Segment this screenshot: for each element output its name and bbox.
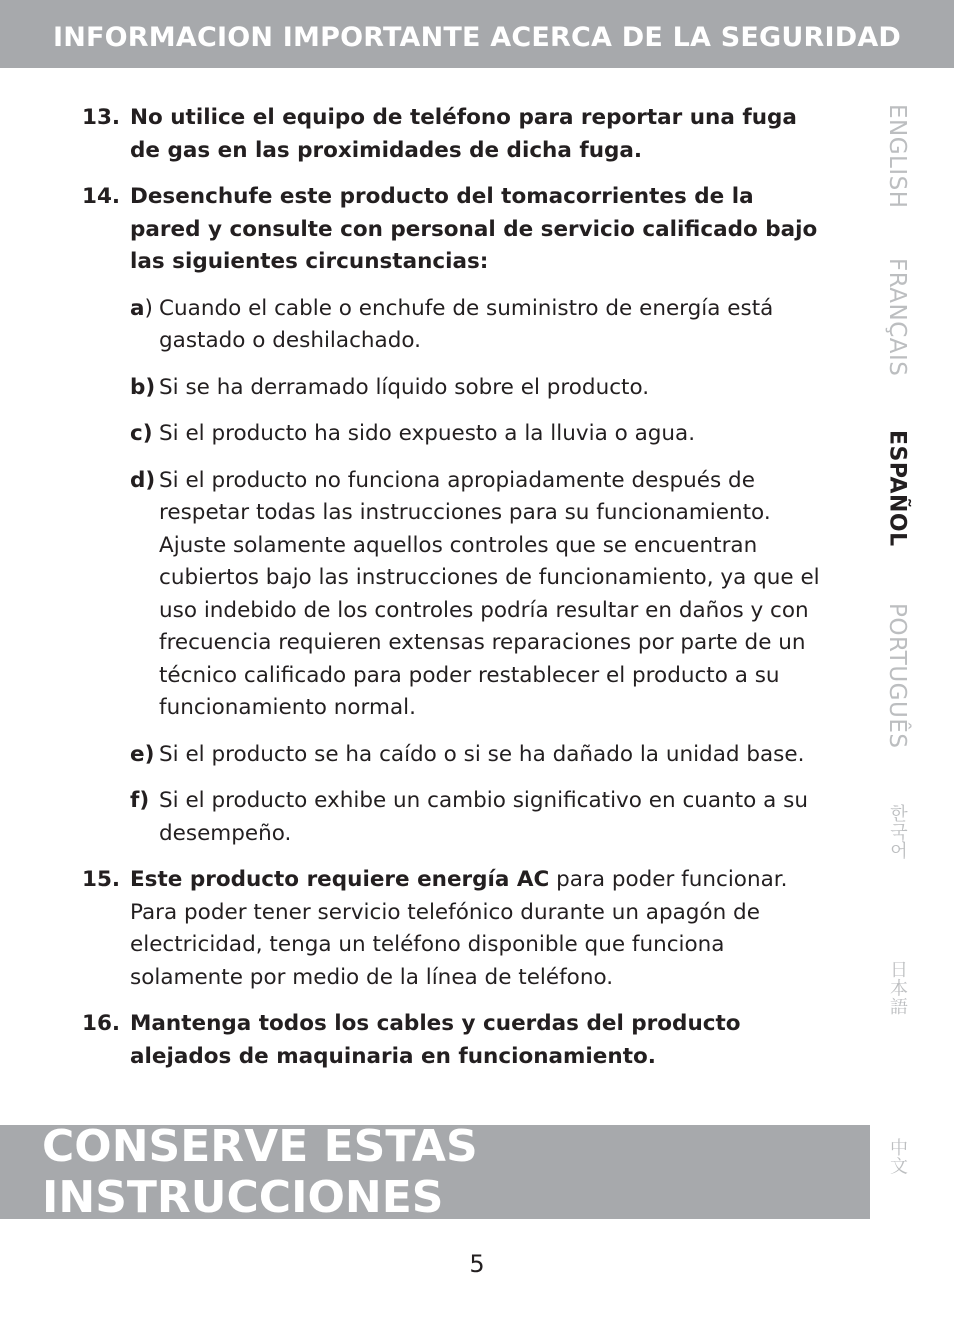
footer-banner [0,1121,870,1223]
section-title: INFORMACION IMPORTANTE ACERCA DE LA SEGURIDAD [52,21,902,53]
subitem-text: Si el producto se ha caído o si se ha dañado la unidad base. [159,741,805,767]
subitem-text: Si se ha derramado líquido sobre el producto. [159,374,650,400]
list-item-14 [82,181,822,279]
item-bold-text: Desenchufe este producto del tomacorrientes de la pared y consulte con personal de servicio calificado bajo las siguientes circunstancias: [130,184,818,274]
subitem-c [82,418,822,451]
subitem-text: Si el producto ha sido expuesto a la lluvia o agua. [159,421,696,446]
lang-tab-francais[interactable]: FRANÇAIS [884,258,910,377]
list-item-13 [82,102,822,167]
item-number: 13. [82,105,121,130]
lang-tab-korean[interactable]: 한국어 [887,804,908,860]
page-number: 5 [469,1250,485,1278]
subitem-letter: c) [130,421,153,446]
lang-tab-portugues[interactable]: PORTUGUÊS [884,603,910,749]
safety-list [82,102,822,1087]
item-bold-text: Este producto requiere energía AC [130,867,550,892]
subitem-letter: b) [130,374,156,400]
lang-tab-espanol[interactable]: ESPAÑOL [884,430,910,547]
subitem-letter: d) [130,467,156,493]
subitem-letter: e) [130,741,155,767]
subitem-b [82,372,822,405]
item-bold-text: Mantenga todos los cables y cuerdas del producto alejados de maquinaria en funcionamiento. [130,1011,741,1069]
item-text: para poder funcionar. Para poder tener servicio telefónico durante un apagón de electricidad, tenga un teléfono disponible que funciona solamente por medio de la línea de teléfono. [130,867,788,990]
list-item-15 [82,864,822,994]
subitem-e [82,739,822,772]
lang-tab-japanese[interactable]: 日本語 [887,960,908,1016]
subitem-letter: a) [130,295,153,321]
subitem-d [82,465,822,725]
item-number: 16. [82,1011,121,1036]
item-number: 15. [82,867,121,892]
subitem-letter: f) [130,788,150,813]
subitem-text: Cuando el cable o enchufe de suministro de energía está gastado o deshilachado. [159,295,774,353]
subitem-a [82,293,822,358]
lang-tab-english[interactable]: ENGLISH [884,104,910,209]
item-bold-text: No utilice el equipo de teléfono para reportar una fuga de gas en las proximidades de dicha fuga. [130,105,797,163]
footer-title: CONSERVE ESTAS INSTRUCCIONES [42,1121,478,1223]
subitem-f [82,785,822,850]
lang-tab-chinese[interactable]: 中文 [887,1138,908,1175]
section-header [0,0,954,68]
subitem-text: Si el producto exhibe un cambio significativo en cuanto a su desempeño. [159,788,808,846]
item-number: 14. [82,184,121,209]
list-item-16 [82,1008,822,1073]
subitem-text: Si el producto no funciona apropiadamente después de respetar todas las instrucciones para su funcionamiento. Ajuste solamente aquellos controles que se encuentran cubiertos bajo las instrucciones de funcionamiento, ya que el uso indebido de los controles podría resultar en daños y con frecuencia requieren extensas reparaciones por parte de un técnico calificado para poder restablecer el producto a su funcionamiento normal. [159,467,820,720]
